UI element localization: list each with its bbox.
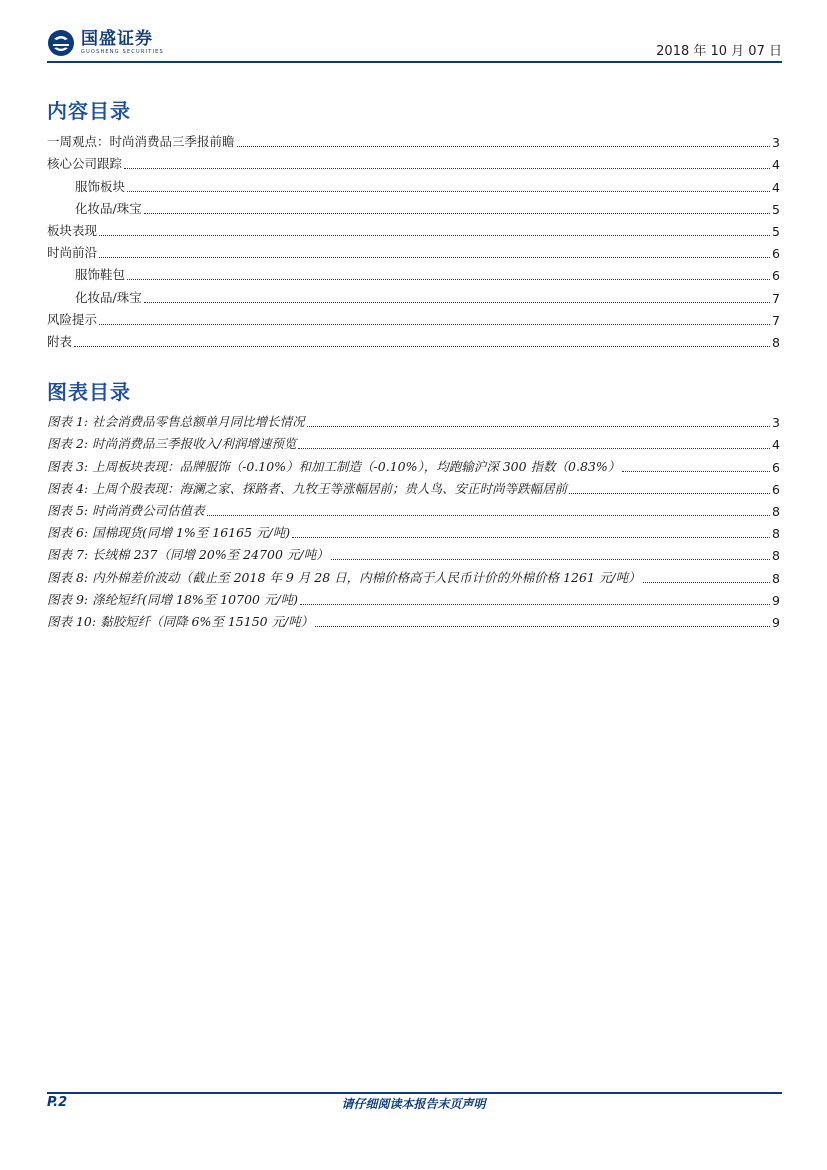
figure-entry-label: 图表 3: 上周板块表现：品牌服饰（-0.10%）和加工制造（-0.10%），均跑输沪深 300 指数（0.83%） xyxy=(47,458,621,474)
dot-leader xyxy=(331,558,770,560)
toc-entry-label: 时尚前沿 xyxy=(47,245,98,261)
toc-entry-page-number: 7 xyxy=(772,290,780,306)
figure-entry[interactable] xyxy=(47,586,780,608)
dot-leader xyxy=(144,301,770,303)
figure-entry[interactable] xyxy=(47,541,780,563)
dot-leader xyxy=(99,234,770,236)
figure-entry-label: 图表 4: 上周个股表现：海澜之家、探路者、九牧王等涨幅居前；贵人鸟、安正时尚等跌幅居前 xyxy=(47,480,568,496)
toc-entry-page-number: 6 xyxy=(772,268,780,284)
dot-leader xyxy=(207,514,770,516)
figure-entry-page-number: 8 xyxy=(772,503,780,519)
figure-entry-label: 图表 1: 社会消费品零售总额单月同比增长情况 xyxy=(47,414,305,430)
figure-entry-label: 图表 10: 黏胶短纤（同降 6%至 15150 元/吨） xyxy=(47,613,314,629)
toc-entry[interactable] xyxy=(47,283,780,305)
toc-entry[interactable] xyxy=(47,261,780,283)
figure-entry-page-number: 6 xyxy=(772,459,780,475)
dot-leader xyxy=(622,470,770,472)
dot-leader xyxy=(643,581,770,583)
figures-list xyxy=(47,408,780,630)
toc-entry-label: 化妆品/珠宝 xyxy=(75,289,142,305)
figure-entry-page-number: 8 xyxy=(772,526,780,542)
figure-entry-label: 图表 5: 时尚消费公司估值表 xyxy=(47,502,205,518)
toc-entry[interactable] xyxy=(47,128,780,150)
guosheng-logo-icon xyxy=(47,29,75,57)
contents-title: 内容目录 xyxy=(47,99,131,123)
dot-leader xyxy=(307,425,770,427)
toc-entry[interactable] xyxy=(47,150,780,172)
figure-entry-page-number: 8 xyxy=(772,570,780,586)
figure-entry-label: 图表 9: 涤纶短纤(同增 18%至 10700 元/吨) xyxy=(47,591,299,607)
dot-leader xyxy=(237,145,771,147)
figure-entry-page-number: 4 xyxy=(772,437,780,453)
dot-leader xyxy=(99,323,770,325)
figure-entry-label: 图表 7: 长绒棉 237（同增 20%至 24700 元/吨） xyxy=(47,547,329,563)
toc-entry-label: 化妆品/珠宝 xyxy=(75,200,142,216)
toc-entry-label: 一周观点：时尚消费品三季报前瞻 xyxy=(47,134,235,150)
dot-leader xyxy=(315,625,770,627)
logo-name-en: GUOSHENG SECURITIES xyxy=(81,49,164,55)
figure-entry-label: 图表 2: 时尚消费品三季报收入/利润增速预览 xyxy=(47,436,297,452)
toc-entry-page-number: 4 xyxy=(772,157,780,173)
figure-entry[interactable] xyxy=(47,497,780,519)
dot-leader xyxy=(99,256,770,258)
page-header xyxy=(47,24,782,62)
figure-entry[interactable] xyxy=(47,408,780,430)
toc-entry-label: 风险提示 xyxy=(47,311,98,327)
dot-leader xyxy=(298,447,770,449)
dot-leader xyxy=(292,536,770,538)
footer-divider xyxy=(47,1092,782,1094)
company-logo xyxy=(47,26,164,60)
toc-entry-page-number: 3 xyxy=(772,135,780,151)
report-date: 2018 年 10 月 07 日 xyxy=(656,44,782,59)
figure-entry[interactable] xyxy=(47,608,780,630)
header-divider xyxy=(47,61,782,63)
figure-entry[interactable] xyxy=(47,563,780,585)
toc-entry[interactable] xyxy=(47,328,780,350)
figure-entry[interactable] xyxy=(47,430,780,452)
logo-name-cn: 国盛证券 xyxy=(81,29,153,49)
toc-entry-page-number: 4 xyxy=(772,179,780,195)
dot-leader xyxy=(74,345,770,347)
dot-leader xyxy=(127,190,770,192)
toc-entry-page-number: 7 xyxy=(772,312,780,328)
toc-entry-label: 板块表现 xyxy=(47,222,98,238)
toc-entry-label: 附表 xyxy=(47,333,73,349)
figure-entry-page-number: 9 xyxy=(772,592,780,608)
figure-entry-page-number: 9 xyxy=(772,614,780,630)
toc-entry-label: 服饰鞋包 xyxy=(75,267,126,283)
toc-entry-page-number: 6 xyxy=(772,246,780,262)
dot-leader xyxy=(144,212,770,214)
dot-leader xyxy=(124,167,770,169)
figure-entry[interactable] xyxy=(47,519,780,541)
toc-entry[interactable] xyxy=(47,217,780,239)
figure-entry-page-number: 8 xyxy=(772,548,780,564)
figure-entry-page-number: 3 xyxy=(772,415,780,431)
dot-leader xyxy=(300,603,770,605)
toc-entry[interactable] xyxy=(47,172,780,194)
toc-entry[interactable] xyxy=(47,195,780,217)
toc-entry[interactable] xyxy=(47,306,780,328)
figure-entry[interactable] xyxy=(47,475,780,497)
page-number: P.2 xyxy=(47,1095,68,1110)
figure-entry-label: 图表 6: 国棉现货(同增 1%至 16165 元/吨) xyxy=(47,525,291,541)
figure-entry[interactable] xyxy=(47,452,780,474)
toc-entry-page-number: 5 xyxy=(772,201,780,217)
dot-leader xyxy=(569,492,770,494)
contents-list xyxy=(47,128,780,350)
toc-entry-page-number: 5 xyxy=(772,223,780,239)
figures-title: 图表目录 xyxy=(47,380,131,404)
toc-entry-label: 服饰板块 xyxy=(75,178,126,194)
toc-entry[interactable] xyxy=(47,239,780,261)
toc-entry-page-number: 8 xyxy=(772,334,780,350)
figure-entry-page-number: 6 xyxy=(772,481,780,497)
dot-leader xyxy=(127,278,770,280)
disclaimer-note: 请仔细阅读本报告末页声明 xyxy=(341,1097,486,1111)
toc-entry-label: 核心公司跟踪 xyxy=(47,156,123,172)
figure-entry-label: 图表 8: 内外棉差价波动（截止至 2018 年 9 月 28 日，内棉价格高于人民币计价的外棉价格 1261 元/吨） xyxy=(47,569,641,585)
